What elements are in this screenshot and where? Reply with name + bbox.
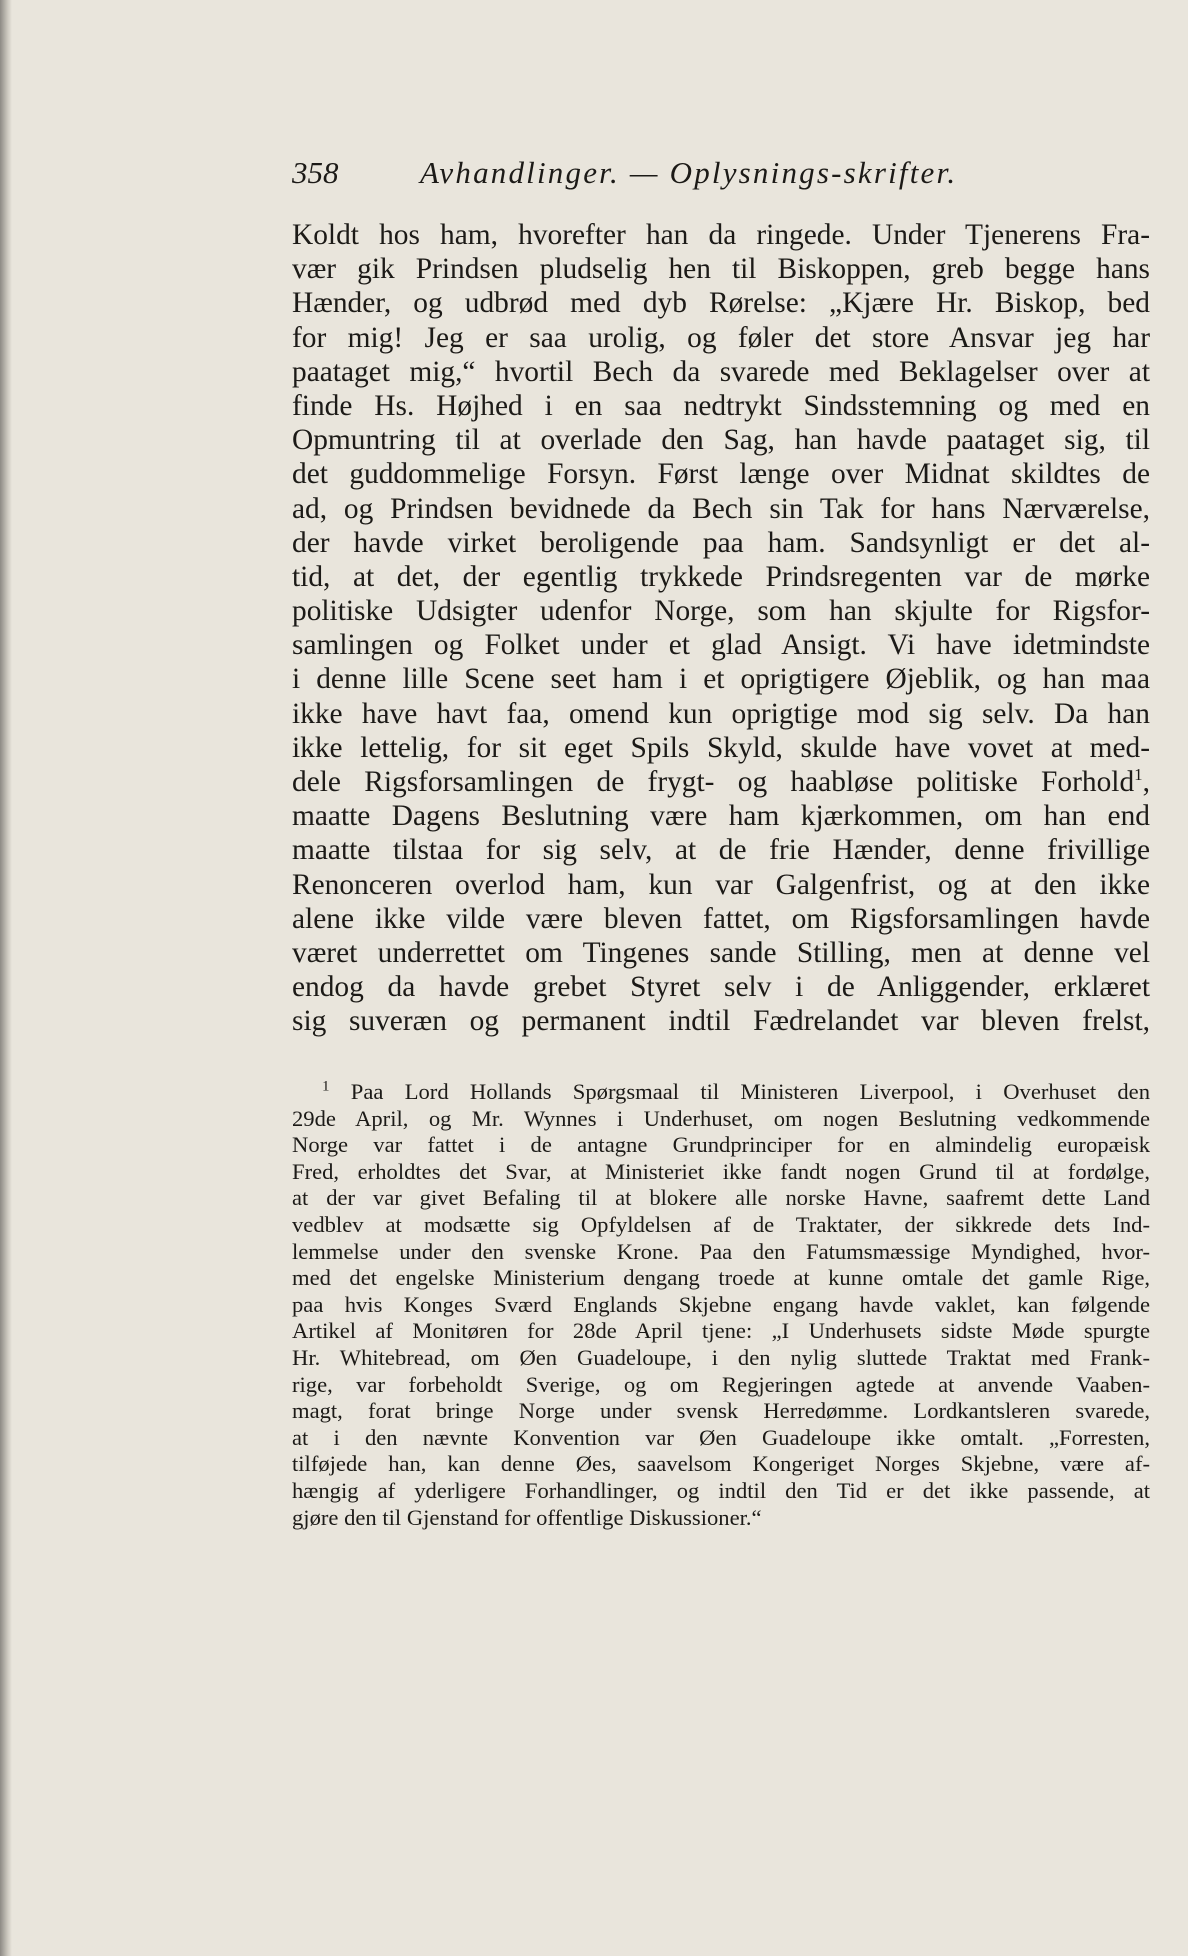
- footnote-line: [292, 1079, 1150, 1106]
- footnote-ref-marker: 1: [1134, 765, 1143, 785]
- body-line: i denne lille Scene seet ham i et oprigtigere Øjeblik, og han maa: [292, 663, 1150, 696]
- body-line: vær gik Prindsen pludselig hen til Biskoppen, greb begge hans: [292, 253, 1150, 286]
- footnote-line: tilføjede han, kan denne Øes, saavelsom Kongeriget Norges Skjebne, være af-: [292, 1451, 1150, 1477]
- footnote-line: at der var givet Befaling til at blokere alle norske Havne, saafremt dette Land: [292, 1185, 1150, 1211]
- footnote-line-text: Paa Lord Hollands Spørgsmaal til Ministeren Liverpool, i Overhuset den: [350, 1079, 1150, 1104]
- body-line: ad, og Prindsen bevidnede da Bech sin Tak for hans Nærværelse,: [292, 492, 1150, 525]
- body-line: sig suveræn og permanent indtil Fædrelandet var bleven frelst,: [292, 1005, 1150, 1038]
- footnote-ref-punctuation: ,: [1142, 766, 1150, 798]
- footnote-line: rige, var forbeholdt Sverige, og om Regjeringen agtede at anvende Vaaben-: [292, 1371, 1150, 1397]
- body-line: tid, at det, der egentlig trykkede Prindsregenten var de mørke: [292, 560, 1150, 593]
- body-line: politiske Udsigter udenfor Norge, som han skjulte for Rigsfor-: [292, 595, 1150, 628]
- body-line: maatte Dagens Beslutning være ham kjærkommen, om han end: [292, 800, 1150, 833]
- body-line-with-footnote-ref: [292, 765, 1150, 799]
- footnote-line: Artikel af Monitøren for 28de April tjene: „I Underhusets sidste Møde spurgte: [292, 1318, 1150, 1344]
- running-head-title: Avhandlinger. — Oplysnings-skrifter.: [420, 155, 958, 190]
- footnote-marker: 1: [322, 1078, 330, 1095]
- body-text: [292, 218, 1150, 1039]
- body-line: alene ikke vilde være bleven fattet, om Rigsforsamlingen havde: [292, 902, 1150, 935]
- footnote-line: gjøre den til Gjenstand for offentlige Diskussioner.“: [292, 1504, 762, 1530]
- footnote-line: med det engelske Ministerium dengang troede at kunne omtale det gamle Rige,: [292, 1265, 1150, 1291]
- footnote-line: Norge var fattet i de antagne Grundprinciper for en almindelig europæisk: [292, 1132, 1150, 1158]
- body-line: der havde virket beroligende paa ham. Sandsynligt er det al-: [292, 526, 1150, 559]
- body-line: Hænder, og udbrød med dyb Rørelse: „Kjære Hr. Biskop, bed: [292, 287, 1150, 320]
- footnote-line: magt, forat bringe Norge under svensk Herredømme. Lordkantsleren svarede,: [292, 1398, 1150, 1424]
- body-line: det guddommelige Forsyn. Først længe over Midnat skildtes de: [292, 458, 1150, 491]
- body-line: samlingen og Folket under et glad Ansigt. Vi have idetmindste: [292, 629, 1150, 662]
- footnote-line: vedblev at modsætte sig Opfyldelsen af de Traktater, der sikkrede dets Ind-: [292, 1211, 1150, 1237]
- footnote: [292, 1079, 1150, 1531]
- footnote-line: hængig af yderligere Forhandlinger, og indtil den Tid er det ikke passende, at: [292, 1477, 1150, 1503]
- running-head: [292, 150, 1052, 196]
- body-line: Koldt hos ham, hvorefter han da ringede. Under Tjenerens Fra-: [292, 219, 1150, 251]
- body-line: endog da havde grebet Styret selv i de Anliggender, erklæret: [292, 971, 1150, 1004]
- body-line: maatte tilstaa for sig selv, at de frie Hænder, denne frivillige: [292, 834, 1150, 867]
- body-line-text: dele Rigsforsamlingen de frygt- og haabløse politiske Forhold: [292, 766, 1135, 798]
- footnote-line: paa hvis Konges Sværd Englands Skjebne engang havde vaklet, kan følgende: [292, 1291, 1150, 1317]
- body-line: Renonceren overlod ham, kun var Galgenfrist, og at den ikke: [292, 868, 1150, 901]
- body-line: ikke lettelig, for sit eget Spils Skyld, skulde have vovet at med-: [292, 731, 1150, 764]
- body-line: for mig! Jeg er saa urolig, og føler det store Ansvar jeg har: [292, 321, 1150, 354]
- footnote-line: Hr. Whitebread, om Øen Guadeloupe, i den nylig sluttede Traktat med Frank-: [292, 1344, 1150, 1370]
- footnote-line: 29de April, og Mr. Wynnes i Underhuset, om nogen Beslutning vedkommende: [292, 1105, 1150, 1131]
- body-line: Opmuntring til at overlade den Sag, han havde paataget sig, til: [292, 424, 1150, 457]
- page-number: 358: [292, 155, 339, 190]
- footnote-line: Fred, erholdtes det Svar, at Ministeriet ikke fandt nogen Grund til at fordølge,: [292, 1158, 1150, 1184]
- footnote-line: at i den nævnte Konvention var Øen Guadeloupe ikke omtalt. „Forresten,: [292, 1424, 1150, 1450]
- body-line: finde Hs. Højhed i en saa nedtrykt Sindsstemning og med en: [292, 389, 1150, 422]
- body-line: været underrettet om Tingenes sande Stilling, men at denne vel: [292, 936, 1150, 969]
- body-line: ikke have havt faa, omend kun oprigtige mod sig selv. Da han: [292, 697, 1150, 730]
- footnote-line: lemmelse under den svenske Krone. Paa den Fatumsmæssige Myndighed, hvor-: [292, 1238, 1150, 1264]
- body-line: paataget mig,“ hvortil Bech da svarede med Beklagelser over at: [292, 355, 1150, 388]
